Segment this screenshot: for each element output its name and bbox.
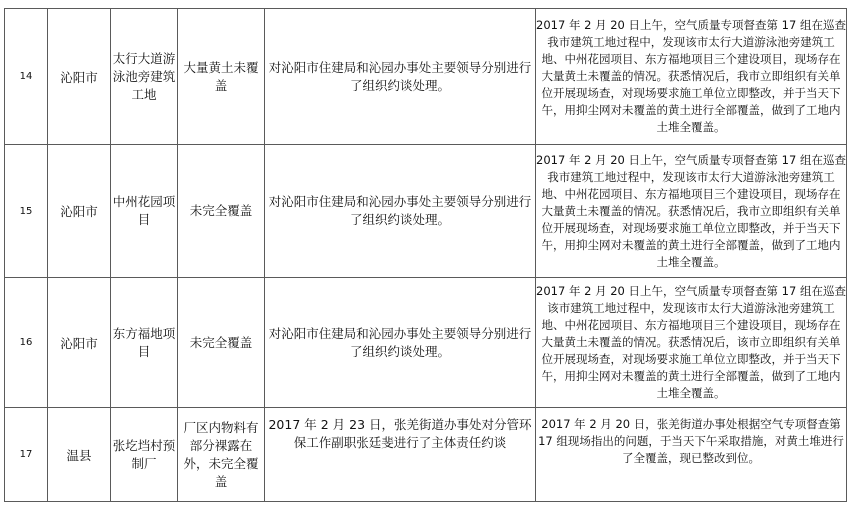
unit-cell: 太行大道游泳池旁建筑工地: [111, 9, 178, 145]
table-row: [5, 145, 847, 278]
city-cell: 温县: [48, 408, 111, 502]
action-cell: 2017 年 2 月 23 日，张羌街道办事处对分管环保工作副职张廷斐进行了主体责任约谈: [268, 417, 532, 450]
action-cell: 对沁阳市住建局和沁园办事处主要领导分别进行了组织约谈处理。: [265, 9, 536, 145]
problem-cell: 未完全覆盖: [178, 278, 265, 408]
unit-cell: 中州花园项目: [111, 145, 178, 278]
table-row: [5, 278, 847, 408]
result-cell: 2017 年 2 月 20 日上午，空气质量专项督查第 17 组在巡查该市建筑工地过程中，发现该市太行大道游泳池旁建筑工地、中州花园项目、东方福地项目三个建设项目，现场存在大量黄土未覆盖的情况。获悉情况后，该市立即组织有关单位开展现场查，对现场要求施工单位立即整改，并于当天下午，用抑尘网对未覆盖的黄土进行全部覆盖，做到了工地内土堆全覆盖。: [536, 278, 847, 408]
city-cell: 沁阳市: [48, 278, 111, 408]
table-row: [5, 9, 847, 145]
result-cell-wrap: [536, 408, 847, 502]
problem-cell: 厂区内物料有部分裸露在外，未完全覆盖: [178, 408, 265, 502]
result-cell: 2017 年 2 月 20 日，张羌街道办事处根据空气专项督查第 17 组现场指出的问题，于当天下午采取措施，对黄土堆进行了全覆盖，现已整改到位。: [538, 417, 844, 465]
problem-cell: 大量黄土未覆盖: [178, 9, 265, 145]
unit-cell: 东方福地项目: [111, 278, 178, 408]
result-cell: 2017 年 2 月 20 日上午，空气质量专项督查第 17 组在巡查我市建筑工地过程中，发现该市太行大道游泳池旁建筑工地、中州花园项目、东方福地项目三个建设项目，现场存在大量黄土未覆盖的情况。获悉情况后，我市立即组织有关单位开展现场查，对现场要求施工单位立即整改，并于当天下午，用抑尘网对未覆盖的黄土进行全部覆盖，做到了工地内土堆全覆盖。: [536, 145, 847, 278]
table-row: [5, 408, 847, 502]
action-cell-wrap: [265, 408, 536, 502]
city-cell: 沁阳市: [48, 9, 111, 145]
action-cell: 对沁阳市住建局和沁园办事处主要领导分别进行了组织约谈处理。: [265, 145, 536, 278]
row-number: 17: [5, 408, 48, 502]
city-cell: 沁阳市: [48, 145, 111, 278]
action-cell: 对沁阳市住建局和沁园办事处主要领导分别进行了组织约谈处理。: [265, 278, 536, 408]
row-number: 15: [5, 145, 48, 278]
unit-cell: 张圪垱村预制厂: [111, 408, 178, 502]
row-number: 14: [5, 9, 48, 145]
row-number: 16: [5, 278, 48, 408]
result-cell: 2017 年 2 月 20 日上午，空气质量专项督查第 17 组在巡查我市建筑工地过程中，发现该市太行大道游泳池旁建筑工地、中州花园项目、东方福地项目三个建设项目，现场存在大量黄土未覆盖的情况。获悉情况后，我市立即组织有关单位开展现场查，对现场要求施工单位立即整改，并于当天下午，用抑尘网对未覆盖的黄土进行全部覆盖，做到了工地内土堆全覆盖。: [536, 9, 847, 145]
problem-cell: 未完全覆盖: [178, 145, 265, 278]
inspection-table: [4, 8, 847, 502]
